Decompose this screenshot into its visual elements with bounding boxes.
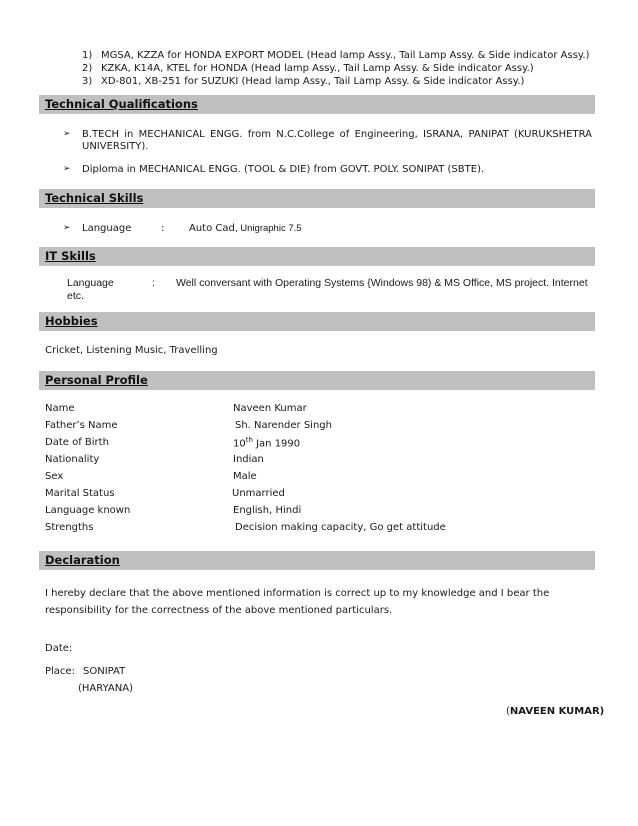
profile-value: Indian <box>233 454 264 465</box>
it-skills-header <box>39 247 595 266</box>
it-skill-value: Well conversant with Operating Systems {Windows 98) & MS Office, MS project. Internet <box>176 277 588 289</box>
qualification-item: B.TECH in MECHANICAL ENGG. from N.C.College of Engineering, ISRANA, PANIPAT (KURUKSHETRA UNIVERSITY). <box>82 129 592 152</box>
profile-value: Unmarried <box>232 488 285 499</box>
profile-label: Nationality <box>45 454 100 465</box>
arrow-bullet-icon: ➢ <box>63 164 71 174</box>
project-item: 2) KZKA, K14A, KTEL for HONDA (Head lamp Assy., Tail Lamp Assy. & Side indicator Assy.) <box>82 63 534 74</box>
technical-skill-extra: , Unigraphic 7.5 <box>235 223 302 234</box>
place-value: SONIPAT <box>83 666 126 677</box>
section-title: Technical Skills <box>45 191 144 205</box>
state-value: (HARYANA) <box>78 683 133 694</box>
place-label: Place: <box>45 666 75 677</box>
section-title: Technical Qualifications <box>45 97 198 111</box>
profile-label: Father’s Name <box>45 420 118 431</box>
project-list <box>82 49 589 88</box>
hobbies-header <box>39 312 595 331</box>
signature: (NAVEEN KUMAR) <box>506 706 605 717</box>
it-skill-colon: : <box>152 277 155 289</box>
section-title: Declaration <box>45 553 120 567</box>
profile-label: Sex <box>45 471 64 482</box>
arrow-bullet-icon: ➢ <box>63 129 71 139</box>
date-label: Date: <box>45 643 73 654</box>
project-item: 3) XD-801, XB-251 for SUZUKI (Head lamp Assy., Tail Lamp Assy. & Side indicator Assy.) <box>82 76 525 87</box>
technical-qualifications-header <box>39 95 595 114</box>
profile-label: Language known <box>45 505 131 516</box>
section-title: IT Skills <box>45 249 96 263</box>
profile-label: Marital Status <box>45 488 115 499</box>
project-item: 1) MGSA, KZZA for HONDA EXPORT MODEL (Head lamp Assy., Tail Lamp Assy. & Side indicator Assy.) <box>82 50 590 61</box>
qualification-item: Diploma in MECHANICAL ENGG. (TOOL & DIE) from GOVT. POLY. SONIPAT (SBTE). <box>82 164 485 175</box>
profile-label: Strengths <box>45 522 94 533</box>
it-skill-continuation: etc. <box>67 290 84 302</box>
profile-label: Name <box>45 403 75 414</box>
arrow-bullet-icon: ➢ <box>63 223 71 233</box>
declaration-text: I hereby declare that the above mentioned information is correct up to my knowledge and I bear the responsibility for the correctness of the above mentioned particulars. <box>45 588 550 616</box>
profile-value: Naveen Kumar <box>233 403 307 414</box>
personal-profile-header <box>39 371 595 390</box>
section-title: Personal Profile <box>45 373 148 387</box>
it-skill-label: Language <box>67 277 114 289</box>
profile-value: Sh. Narender Singh <box>235 420 332 431</box>
declaration-header <box>39 551 595 570</box>
technical-skills-header <box>39 189 595 208</box>
technical-skill-value: Auto Cad <box>189 223 235 234</box>
profile-value: Male <box>233 471 257 482</box>
profile-value: Decision making capacity, Go get attitude <box>235 522 446 533</box>
profile-value-date-of-birth: 10th Jan 1990 <box>233 436 301 450</box>
profile-value: English, Hindi <box>233 505 302 516</box>
hobbies-text: Cricket, Listening Music, Travelling <box>45 345 218 356</box>
technical-skill-label: Language <box>82 223 132 234</box>
technical-skill-colon: : <box>161 223 165 234</box>
profile-label: Date of Birth <box>45 437 109 448</box>
section-title: Hobbies <box>45 314 98 328</box>
